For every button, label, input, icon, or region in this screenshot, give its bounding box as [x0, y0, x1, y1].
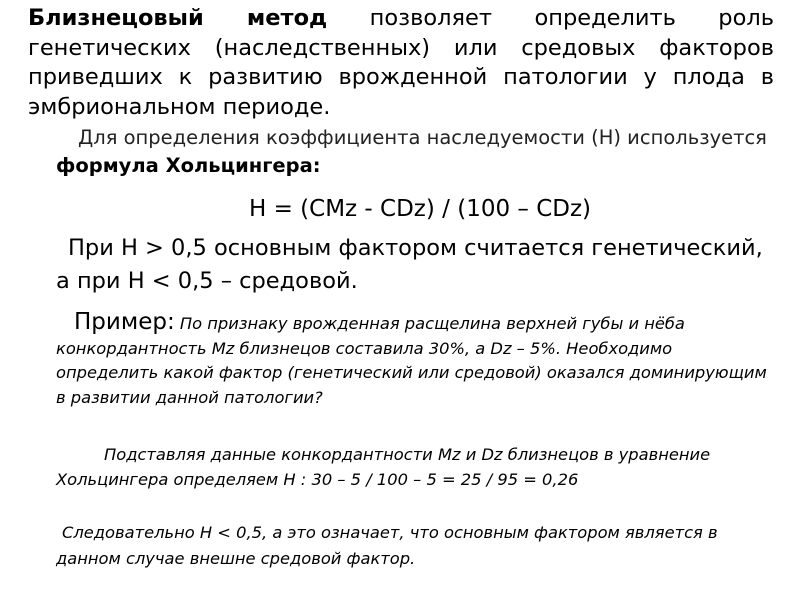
rule-paragraph [56, 232, 774, 298]
slide-title [28, 4, 774, 122]
example-label: Пример: [74, 309, 175, 335]
formula-name: формула Хольцингера: [56, 154, 321, 177]
rule-text: При Н > 0,5 основным фактором считается генетический, а при Н < 0,5 – средовой. [56, 235, 763, 294]
example-paragraph [56, 310, 772, 410]
title-rest: позволяет определить роль генетических (наследственных) или средовых факторов приведших к развитию врожденной патологии у плода в эмбриональном периоде. [28, 5, 774, 120]
method-term: Близнецовый метод [28, 5, 328, 31]
conclusion-paragraph [56, 520, 772, 571]
example-text: По признаку врожденная расщелина верхней губы и нёба конкордантность Mz близнецов составила 30%, а Dz – 5%. Необходимо определить какой фактор (генетический или средовой) оказался доминирующим в развитии данной патологии? [56, 314, 767, 407]
heritability-paragraph [56, 124, 774, 180]
substitution-paragraph [56, 442, 772, 492]
heritability-text: Для определения коэффициента наследуемости (Н) используется [78, 126, 767, 149]
substitution-text: Подставляя данные конкордантности Mz и Dz близнецов в уравнение Хольцингера определяем Н : 30 – 5 / 100 – 5 = 25 / 95 = 0,26 [56, 445, 711, 489]
conclusion-text: Следовательно Н < 0,5, а это означает, что основным фактором является в данном случае внешне средовой фактор. [56, 523, 718, 568]
holzinger-formula: Н = (СMz - СDz) / (100 – СDz) [248, 196, 592, 222]
